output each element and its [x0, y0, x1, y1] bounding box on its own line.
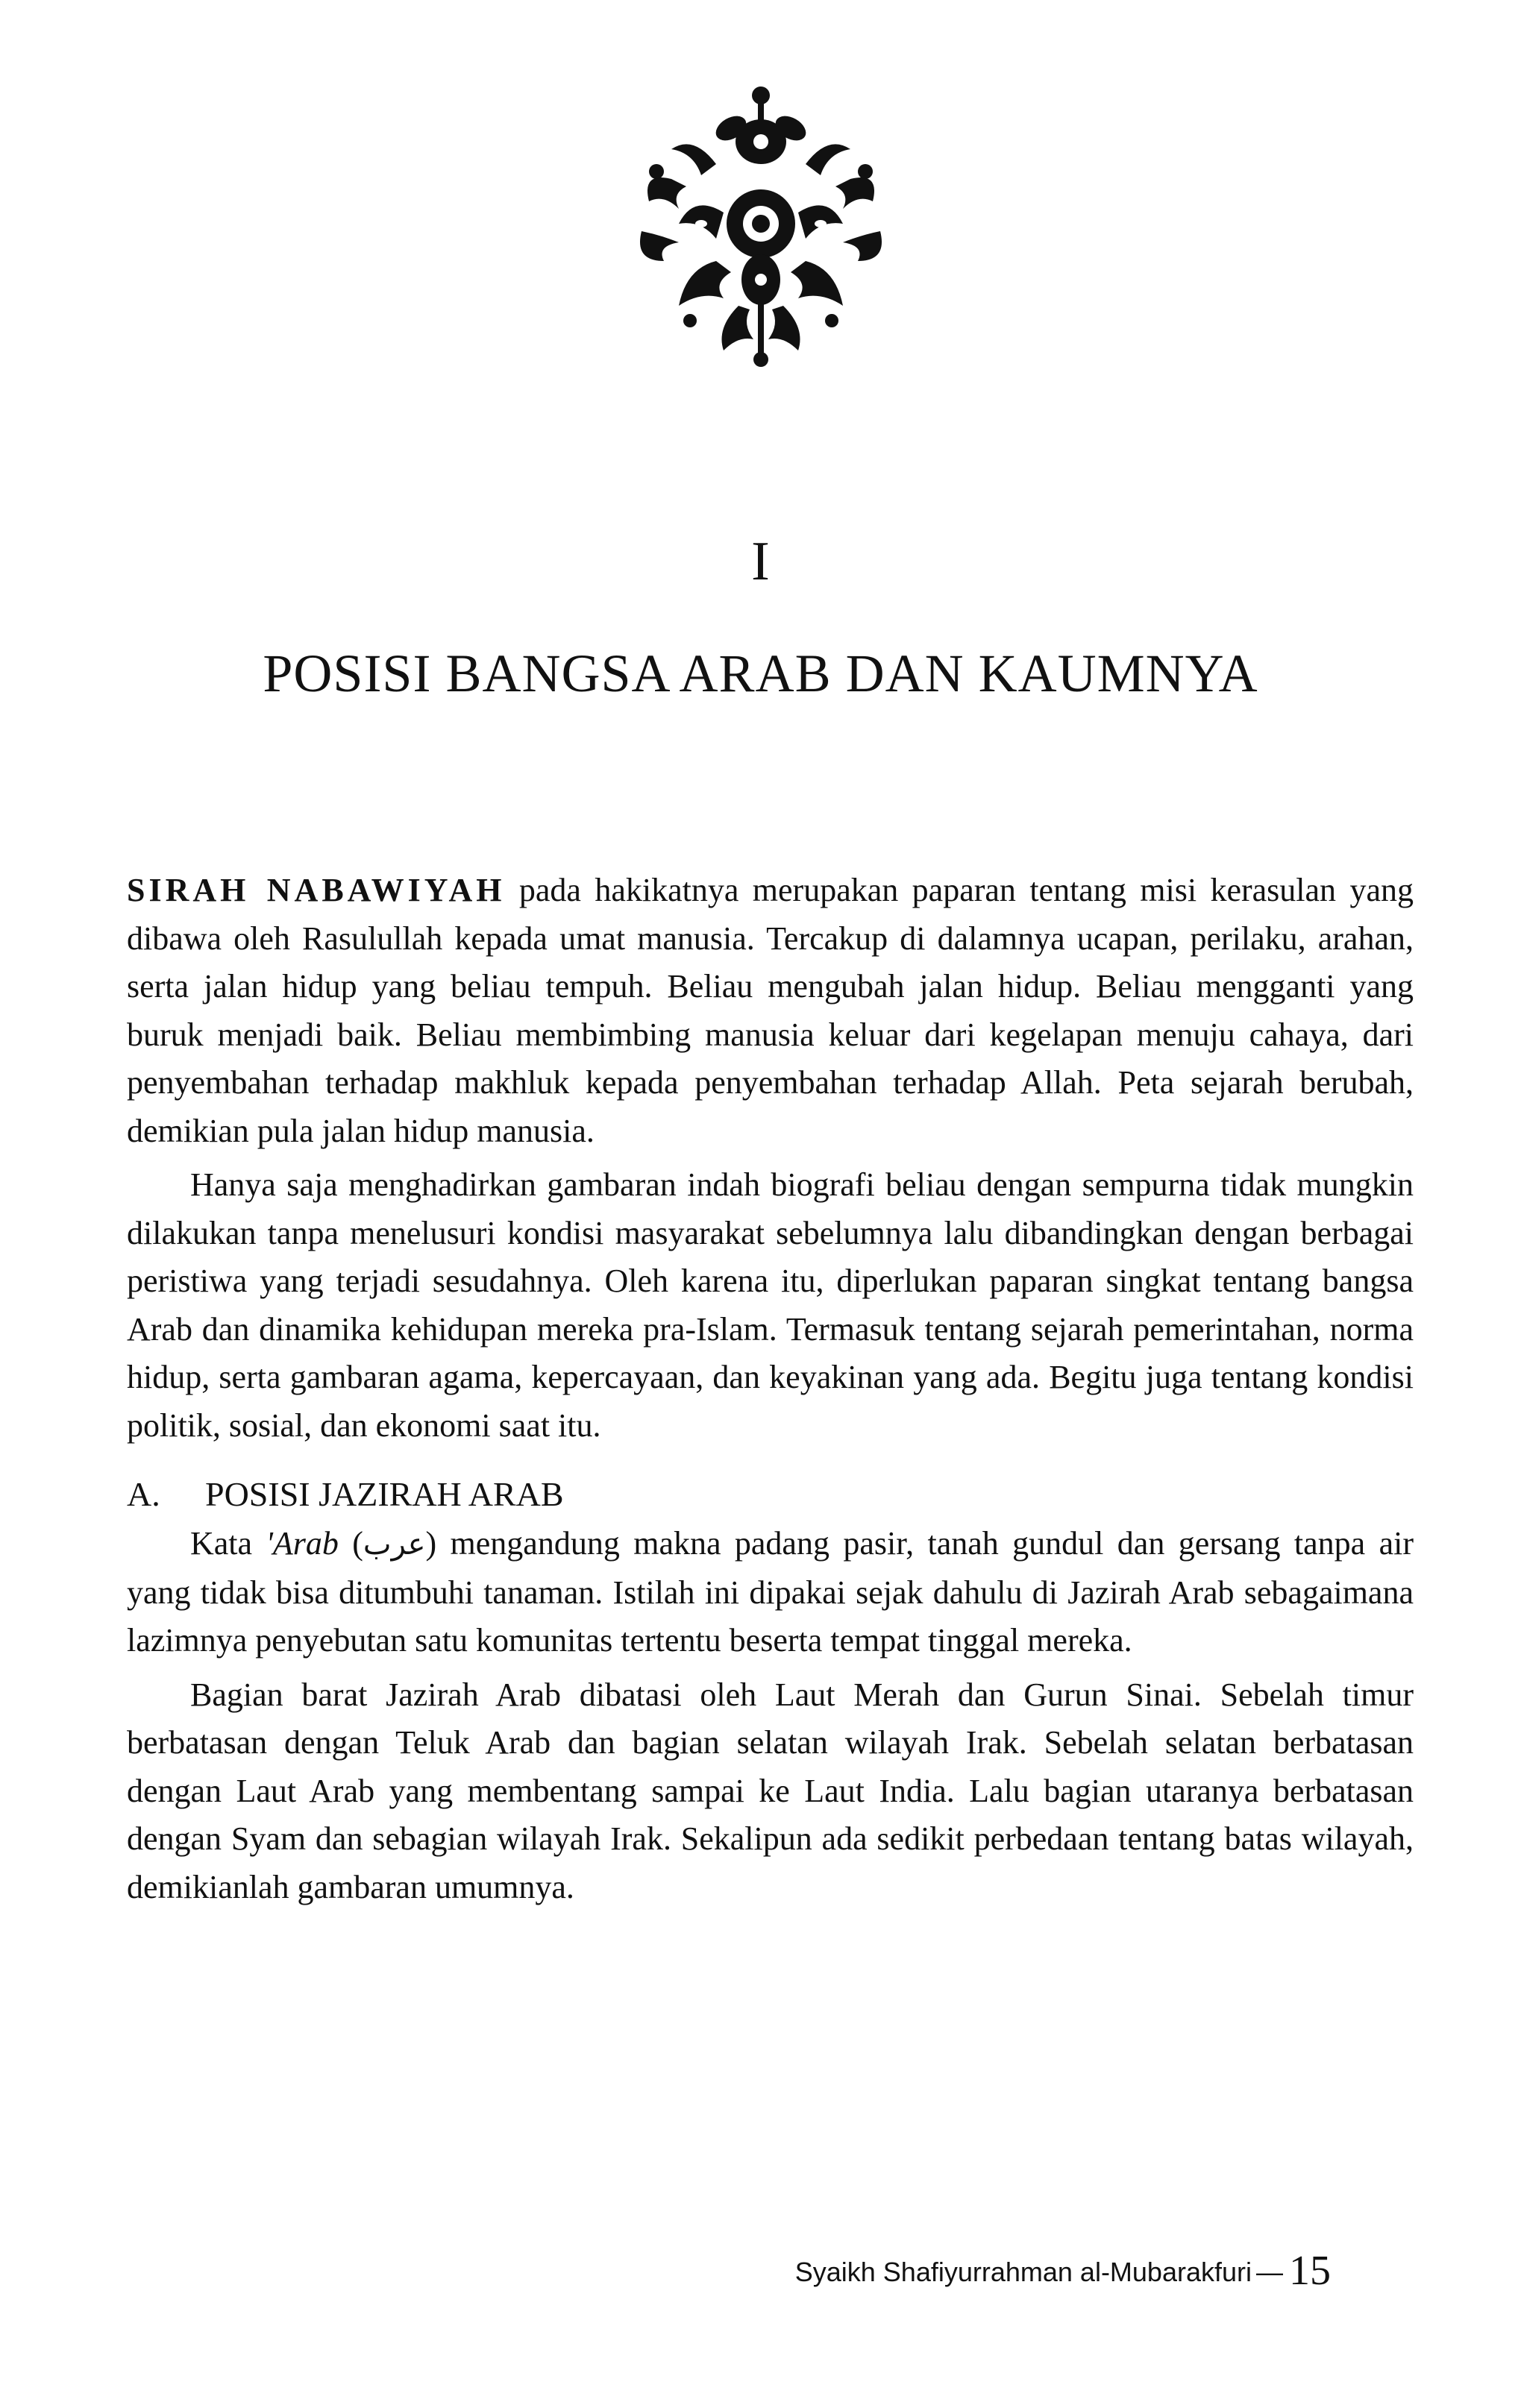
section-heading	[127, 1471, 1414, 1518]
section-a-paragraph-1	[127, 1520, 1414, 1665]
floral-arabesque-ornament-icon	[627, 82, 895, 373]
intro-paragraph-1-text: pada hakikatnya merupakan paparan tentang misi kerasulan yang dibawa oleh Rasulullah kepada umat manusia. Tercakup di dalamnya ucapan, perilaku, arahan, serta jalan hidup yang beliau tempuh. Beliau mengubah jalan hidup. Beliau mengganti yang buruk menjadi baik. Beliau membimbing manusia keluar dari kegelapan menuju cahaya, dari penyembahan terhadap makhluk kepada penyembahan terhadap Allah. Peta sejarah berubah, demikian pula jalan hidup manusia.	[127, 872, 1414, 1149]
section-a-p1-open: (	[338, 1525, 363, 1562]
section-a-paragraph-2: Bagian barat Jazirah Arab dibatasi oleh Laut Merah dan Gurun Sinai. Sebelah timur berbatasan dengan Teluk Arab dan bagian selatan wilayah Irak. Sebelah selatan berbatasan dengan Laut Arab yang membentang sampai ke Laut India. Lalu bagian utaranya berbatasan dengan Syam dan sebagian wilayah Irak. Sekalipun ada sedikit perbedaan tentang batas wilayah, demikianlah gambaran umumnya.	[127, 1676, 1414, 1905]
intro-paragraph-1	[127, 867, 1414, 1155]
page-number: 15	[1289, 2248, 1331, 2294]
page-footer	[795, 2248, 1331, 2295]
chapter-number: I	[751, 531, 770, 592]
section-a-p1-rest: ) mengandung makna padang pasir, tanah gundul dan gersang tanpa air yang tidak bisa ditumbuhi tanaman. Istilah ini dipakai sejak dahulu di Jazirah Arab sebagaimana lazimnya penyebutan satu komunitas tertentu beserta tempat tinggal mereka.	[127, 1525, 1414, 1659]
section-title: POSISI JAZIRAH ARAB	[205, 1475, 564, 1513]
lead-in-term: SIRAH NABAWIYAH	[127, 872, 506, 908]
section-letter: A.	[127, 1475, 160, 1513]
chapter-title: POSISI BANGSA ARAB DAN KAUMNYA	[263, 644, 1258, 703]
arabic-word: عرب	[363, 1527, 426, 1562]
chapter-body	[127, 867, 1414, 1911]
intro-paragraph-2: Hanya saja menghadirkan gambaran indah biografi beliau dengan sempurna tidak mungkin dilakukan tanpa menelusuri kondisi masyarakat sebelumnya lalu dibandingkan dengan berbagai peristiwa yang terjadi sesudahnya. Oleh karena itu, diperlukan paparan singkat tentang bangsa Arab dan dinamika kehidupan mereka pra-Islam. Termasuk tentang sejarah pemerintahan, norma hidup, serta gambaran agama, kepercayaan, dan keyakinan yang ada. Begitu juga tentang kondisi politik, sosial, dan ekonomi saat itu.	[127, 1166, 1414, 1444]
footer-separator: —	[1256, 2257, 1283, 2287]
term-arab: 'Arab	[266, 1525, 339, 1562]
section-a-p1-start: Kata	[190, 1525, 266, 1562]
footer-author: Syaikh Shafiyurrahman al-Mubarakfuri	[794, 2257, 1252, 2287]
